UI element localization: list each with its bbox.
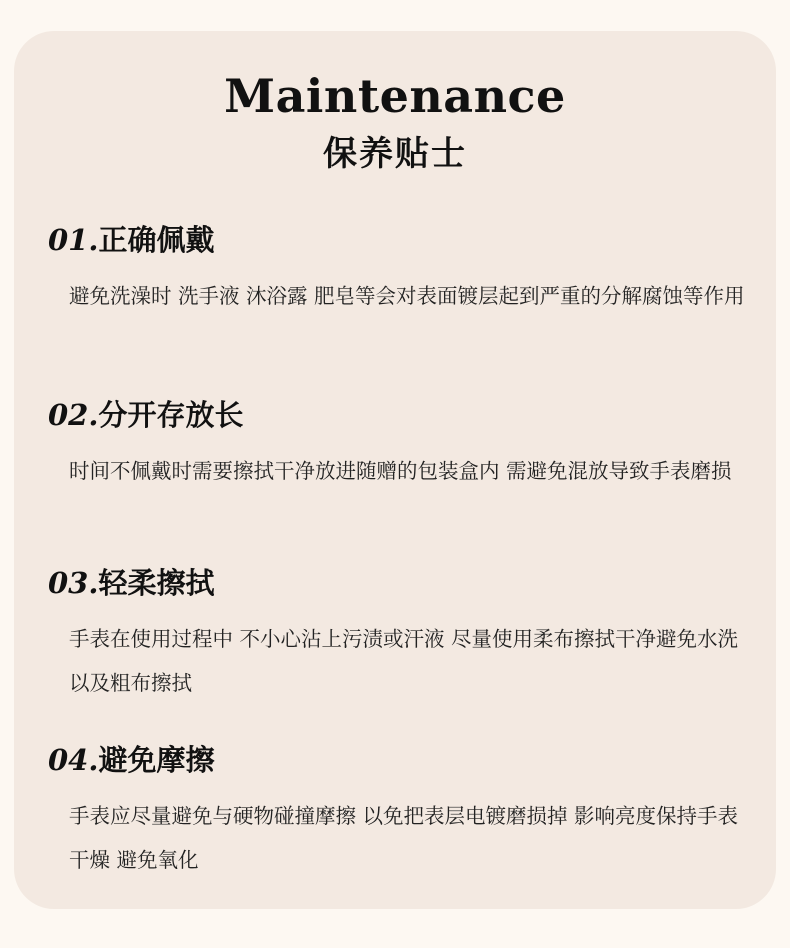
tip-number: 04. bbox=[48, 743, 99, 777]
tip-section-3 bbox=[48, 563, 748, 705]
tip-section-1 bbox=[48, 220, 748, 318]
tip-number: 02. bbox=[48, 398, 99, 432]
tip-body: 时间不佩戴时需要擦拭干净放进随赠的包装盒内 需避免混放导致手表磨损 bbox=[69, 459, 732, 483]
tip-heading bbox=[48, 395, 748, 435]
title-chinese: 保养贴士 bbox=[323, 134, 467, 174]
tip-section-2 bbox=[48, 395, 748, 493]
tip-heading bbox=[48, 740, 748, 780]
tip-section-4 bbox=[48, 740, 748, 882]
tip-body: 手表在使用过程中 不小心沾上污渍或汗液 尽量使用柔布擦拭干净避免水洗以及粗布擦拭 bbox=[69, 627, 739, 695]
tip-title: 轻柔擦拭 bbox=[98, 566, 215, 600]
tip-title: 分开存放长 bbox=[98, 398, 244, 432]
tip-body: 避免洗澡时 洗手液 沐浴露 肥皂等会对表面镀层起到严重的分解腐蚀等作用 bbox=[69, 284, 745, 308]
tip-title: 正确佩戴 bbox=[98, 223, 215, 257]
title-english: Maintenance bbox=[224, 69, 566, 123]
tip-body: 手表应尽量避免与硬物碰撞摩擦 以免把表层电镀磨损掉 影响亮度保持手表干燥 避免氧化 bbox=[69, 804, 739, 872]
tip-heading bbox=[48, 220, 748, 260]
tip-number: 01. bbox=[48, 223, 99, 257]
tip-title: 避免摩擦 bbox=[98, 743, 215, 777]
tip-number: 03. bbox=[48, 566, 99, 600]
tip-heading bbox=[48, 563, 748, 603]
